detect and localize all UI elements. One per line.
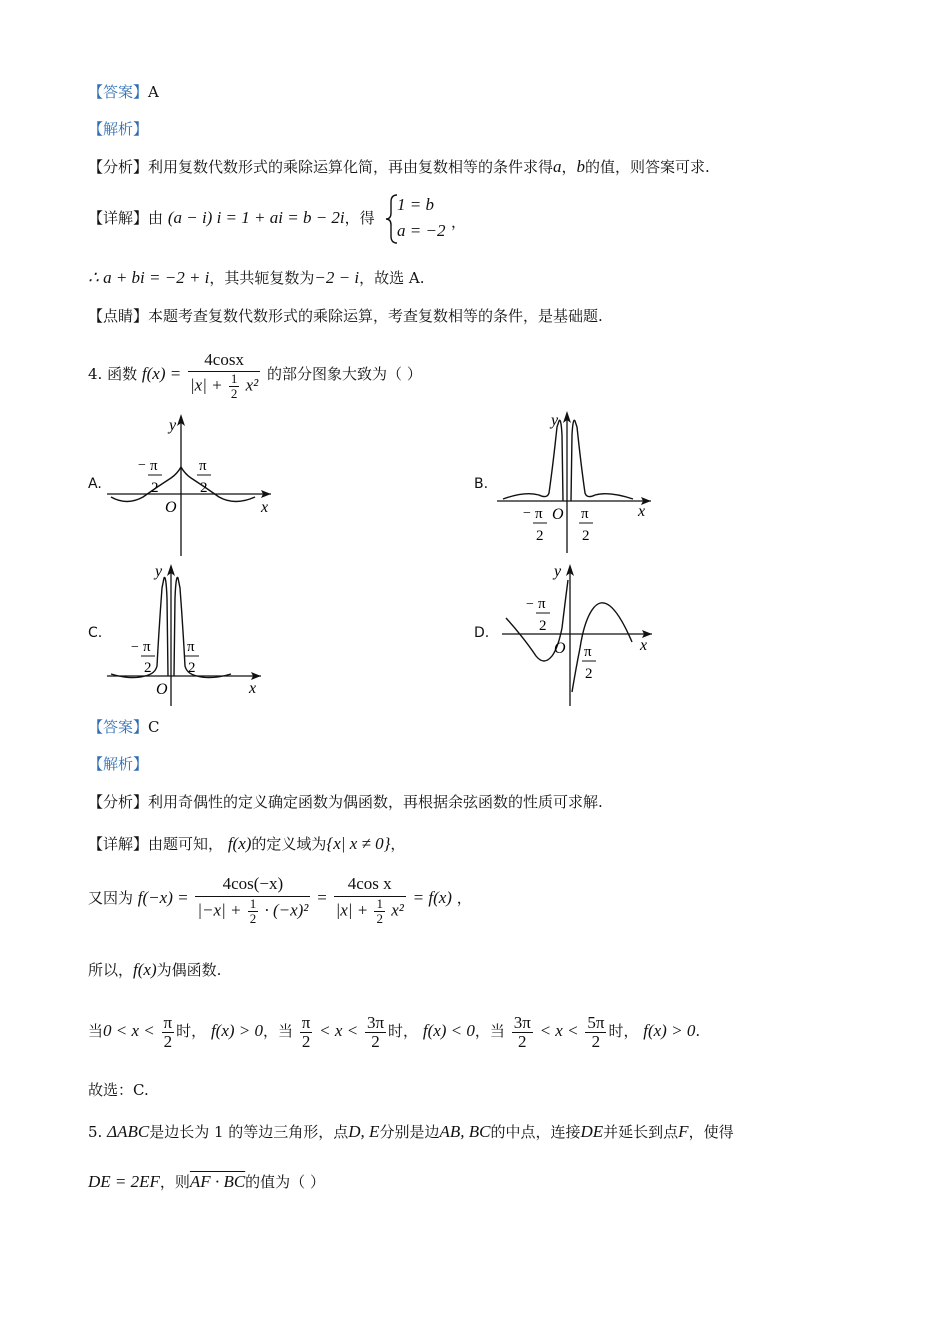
f-neg-x: f(−x) = bbox=[137, 888, 189, 907]
proof-fraction-2 bbox=[334, 872, 406, 926]
points-de: D, E bbox=[348, 1122, 380, 1141]
frac2-half bbox=[374, 897, 385, 926]
pos-2: f(x) > 0 bbox=[643, 1021, 696, 1040]
q4-lead: 函数 bbox=[107, 365, 138, 383]
system-end: ， bbox=[451, 213, 467, 231]
detail-pre: 由题可知， bbox=[148, 835, 224, 853]
suoyi: 所以， bbox=[88, 961, 134, 979]
dianjing-tag: 【点睛】 bbox=[88, 307, 149, 325]
q5-stem-line2 bbox=[88, 1172, 325, 1192]
q4-fx: f(x) = bbox=[141, 364, 182, 383]
detail-pre: 由 bbox=[148, 209, 164, 227]
frac2-num: 4cos x bbox=[334, 872, 406, 897]
three-pi-over-2 bbox=[512, 1014, 533, 1051]
q5-stem-line1 bbox=[88, 1122, 734, 1142]
domain-set: {x| x ≠ 0} bbox=[326, 834, 391, 853]
frac-den: 2 bbox=[518, 1031, 527, 1051]
suoyi-fx: f(x) bbox=[133, 960, 157, 979]
pi-label: π bbox=[535, 506, 543, 522]
curve-b-left bbox=[503, 420, 563, 501]
eq-sign: = bbox=[317, 888, 327, 907]
suoyi-tail: 为偶函数. bbox=[156, 961, 222, 979]
option-d-label: D. bbox=[474, 625, 490, 641]
detail-end: ， bbox=[390, 835, 406, 853]
frac2-den bbox=[334, 897, 406, 926]
q4-analysis-line bbox=[88, 754, 148, 774]
vector-product: AF · BC bbox=[189, 1172, 246, 1191]
frac1-num: 4cos(−x) bbox=[195, 872, 310, 897]
pi-label: π bbox=[584, 644, 592, 660]
frac1-den bbox=[195, 897, 310, 926]
comma: ， bbox=[456, 889, 472, 907]
shi: 时， bbox=[388, 1022, 419, 1040]
neg-sign: − bbox=[138, 458, 146, 473]
two-label: 2 bbox=[151, 480, 159, 496]
pi-over-2 bbox=[300, 1014, 313, 1051]
q5-t6: ，则 bbox=[159, 1173, 190, 1191]
neg-sign: − bbox=[526, 597, 534, 612]
graph-d bbox=[500, 558, 670, 712]
two-label: 2 bbox=[200, 480, 208, 496]
frac-den: 2 bbox=[163, 1031, 173, 1051]
detail-fx: f(x) bbox=[227, 834, 252, 853]
y-label: y bbox=[551, 412, 559, 429]
frac-num: 3π bbox=[366, 1012, 385, 1032]
interval-1: 0 < x < bbox=[103, 1021, 155, 1040]
q5-t1: 是边长为 1 的等边三角形，点 bbox=[149, 1123, 349, 1141]
fenxi-text: 利用奇偶性的定义确定函数为偶函数，再根据余弦函数的性质可求解. bbox=[148, 793, 603, 811]
q5-eq: DE = 2EF bbox=[88, 1172, 160, 1191]
frac-num: 5π bbox=[587, 1012, 605, 1032]
frac2-den-a: |x| + bbox=[335, 900, 369, 920]
curve-d-right bbox=[572, 603, 632, 692]
q4-fraction-num: 4cosx bbox=[188, 349, 260, 372]
origin-label: O bbox=[552, 506, 564, 523]
answer-tag: 【答案】 bbox=[88, 83, 149, 101]
q5-t3: 的中点，连接 bbox=[490, 1123, 581, 1141]
y-label: y bbox=[554, 563, 562, 580]
curve-c-left bbox=[111, 577, 168, 677]
answer-value: C bbox=[148, 718, 160, 736]
frac-num: π bbox=[163, 1012, 173, 1032]
frac-den: 2 bbox=[301, 1031, 311, 1051]
therefore-eq: ∴ a + bi = −2 + i bbox=[88, 268, 210, 287]
q3-detail-line bbox=[88, 208, 375, 228]
detail-mid: ，得 bbox=[344, 209, 375, 227]
q4-even-proof bbox=[88, 868, 472, 928]
conjugate: −2 − i bbox=[314, 268, 360, 287]
origin-label: O bbox=[156, 681, 168, 698]
var-a: a bbox=[553, 157, 562, 176]
shi: 时， bbox=[608, 1022, 639, 1040]
dang1: 当 bbox=[88, 1022, 104, 1040]
five-pi-over-2 bbox=[585, 1014, 606, 1051]
dang: ，当 bbox=[474, 1022, 505, 1040]
pi-label: π bbox=[581, 506, 589, 522]
proof-fraction-1 bbox=[195, 872, 310, 926]
x-label: x bbox=[640, 637, 648, 654]
analysis-tag: 【解析】 bbox=[88, 755, 149, 773]
q4-number: 4. bbox=[88, 365, 103, 383]
pi-over-2 bbox=[162, 1014, 175, 1051]
q4-fraction bbox=[188, 349, 260, 401]
den-abs: |x| + bbox=[189, 375, 223, 395]
q3-dianjing-line bbox=[88, 306, 603, 326]
detail-equation: (a − i) i = 1 + ai = b − 2i bbox=[167, 208, 345, 227]
option-c-label: C. bbox=[88, 625, 103, 641]
system-eq-2: a = −2 bbox=[397, 221, 446, 240]
pi-label: π bbox=[143, 639, 151, 655]
neg-sign: − bbox=[523, 506, 531, 521]
y-label: y bbox=[155, 563, 163, 580]
fenxi-tail: 的值，则答案可求. bbox=[585, 158, 710, 176]
x-label: x bbox=[249, 680, 257, 697]
frac-den: 2 bbox=[591, 1031, 601, 1051]
graph-d-svg bbox=[500, 558, 670, 708]
half-den: 2 bbox=[230, 386, 238, 401]
pi-label: π bbox=[187, 639, 195, 655]
frac1-half bbox=[248, 897, 259, 926]
half-num: 1 bbox=[376, 896, 383, 911]
q3-fenxi-line bbox=[88, 157, 710, 177]
answer-value: A bbox=[148, 83, 159, 101]
two-label: 2 bbox=[188, 660, 196, 676]
frac-num: 3π bbox=[513, 1012, 531, 1032]
frac-den: 2 bbox=[371, 1031, 380, 1051]
detail-tag: 【详解】 bbox=[88, 835, 149, 853]
curve-a bbox=[111, 467, 255, 502]
half-num: 1 bbox=[249, 896, 257, 911]
neg-1: f(x) < 0 bbox=[422, 1021, 475, 1040]
sep: ， bbox=[561, 158, 577, 176]
system-eq-1: 1 = b bbox=[397, 195, 434, 214]
origin-label: O bbox=[554, 640, 566, 657]
two-label: 2 bbox=[536, 528, 544, 544]
answer-tag: 【答案】 bbox=[88, 718, 149, 736]
guxuan: 故选：C. bbox=[88, 1081, 149, 1099]
lt-x-lt: < x < bbox=[319, 1021, 359, 1040]
frac-num: π bbox=[301, 1012, 311, 1032]
option-a-label: A. bbox=[88, 476, 102, 492]
analysis-tag: 【解析】 bbox=[88, 120, 149, 138]
neg-sign: − bbox=[131, 640, 139, 655]
fenxi-text: 利用复数代数形式的乘除运算化简，再由复数相等的条件求得 bbox=[148, 158, 554, 176]
graph-a-svg bbox=[105, 410, 285, 558]
eq-tail: = f(x) bbox=[412, 888, 452, 907]
q3-therefore-line bbox=[88, 268, 424, 288]
equation-system bbox=[385, 193, 465, 247]
origin-label: O bbox=[165, 499, 177, 516]
graph-b bbox=[495, 405, 665, 559]
detail-mid: 的定义域为 bbox=[251, 835, 327, 853]
fenxi-tag: 【分析】 bbox=[88, 158, 149, 176]
pi-label: π bbox=[538, 596, 546, 612]
detail-tag: 【详解】 bbox=[88, 209, 149, 227]
graph-c bbox=[105, 558, 275, 712]
period: . bbox=[695, 1022, 701, 1040]
q3-analysis-line bbox=[88, 119, 148, 139]
three-pi-over-2 bbox=[365, 1014, 386, 1051]
sides: AB, BC bbox=[439, 1122, 491, 1141]
q4-fraction-den bbox=[188, 372, 260, 401]
fenxi-tag: 【分析】 bbox=[88, 793, 149, 811]
curve-b-right bbox=[571, 420, 633, 501]
youyin: 又因为 bbox=[88, 889, 134, 907]
graph-a bbox=[105, 410, 285, 562]
frac1-den-b: · (−x)² bbox=[264, 900, 309, 920]
var-b: b bbox=[576, 157, 586, 176]
q3-answer-line bbox=[88, 82, 159, 102]
x-label: x bbox=[261, 499, 269, 516]
y-label: y bbox=[169, 417, 177, 434]
pos-1: f(x) > 0 bbox=[210, 1021, 263, 1040]
frac2-den-b: x² bbox=[391, 900, 404, 920]
frac1-den-a: |−x| + bbox=[197, 900, 242, 920]
two-label: 2 bbox=[539, 618, 547, 634]
shi: 时， bbox=[176, 1022, 207, 1040]
pi-label: π bbox=[150, 458, 158, 474]
lt-x-lt: < x < bbox=[539, 1021, 579, 1040]
den-half bbox=[229, 372, 240, 401]
curve-c-right bbox=[174, 577, 231, 677]
dang: ，当 bbox=[263, 1022, 294, 1040]
x-label: x bbox=[638, 503, 646, 520]
two-label: 2 bbox=[144, 660, 152, 676]
q5-number: 5. bbox=[88, 1123, 103, 1141]
den-x2: x² bbox=[245, 375, 259, 395]
q4-guxuan-line bbox=[88, 1080, 149, 1100]
two-label: 2 bbox=[585, 666, 593, 682]
segment-de: DE bbox=[580, 1122, 604, 1141]
triangle: ΔABC bbox=[107, 1122, 150, 1141]
q4-suoyi-line bbox=[88, 960, 221, 980]
pi-label: π bbox=[199, 458, 207, 474]
q5-t5: ，使得 bbox=[688, 1123, 734, 1141]
two-label: 2 bbox=[582, 528, 590, 544]
q5-t4: 并延长到点 bbox=[603, 1123, 679, 1141]
q4-answer-line bbox=[88, 717, 160, 737]
therefore-tail: ，故选 A. bbox=[359, 269, 425, 287]
q4-tail: 的部分图象大致为（ ） bbox=[267, 365, 422, 383]
q4-sign-line bbox=[88, 1008, 700, 1054]
dianjing-text: 本题考查复数代数形式的乘除运算，考查复数相等的条件，是基础题. bbox=[148, 307, 603, 325]
q4-stem bbox=[88, 346, 422, 402]
q4-fenxi-line bbox=[88, 792, 603, 812]
half-num: 1 bbox=[230, 371, 238, 386]
option-b-label: B. bbox=[474, 476, 489, 492]
half-den: 2 bbox=[249, 911, 257, 926]
graph-b-svg bbox=[495, 405, 665, 555]
graph-c-svg bbox=[105, 558, 275, 708]
q5-t2: 分别是边 bbox=[379, 1123, 440, 1141]
half-den: 2 bbox=[376, 911, 383, 926]
therefore-mid: ，其共轭复数为 bbox=[209, 269, 315, 287]
point-f: F bbox=[678, 1122, 689, 1141]
q5-t7: 的值为（ ） bbox=[245, 1173, 325, 1191]
q4-detail-line bbox=[88, 834, 405, 854]
